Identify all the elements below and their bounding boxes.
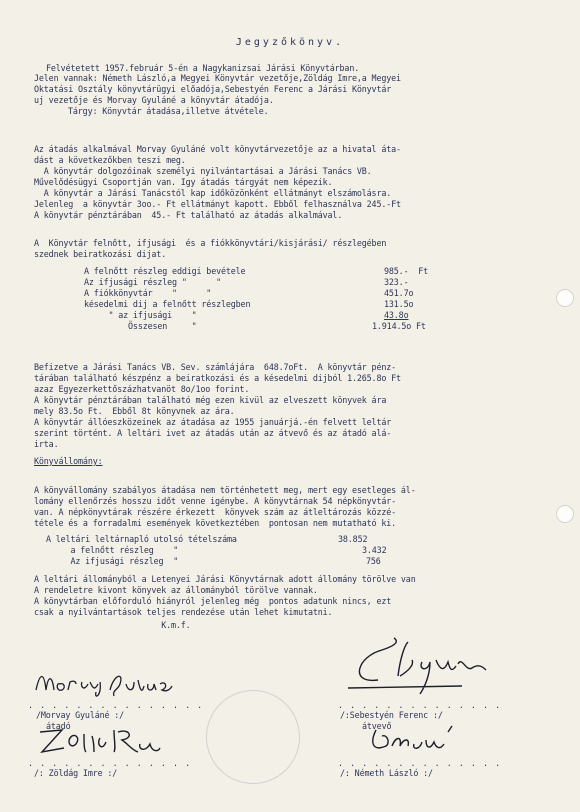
signature-dots: . . . . . . . . . . . . . .	[338, 700, 502, 710]
paragraph-line: A könyvállomány szabályos átadása nem történhetett meg, mert egy esetleges ál-	[34, 485, 416, 495]
signature-dots: . . . . . . . . . . . . . .	[28, 758, 192, 768]
paragraph-line: azaz Egyezerkettőszázhatvanöt 8o/1oo forint.	[34, 384, 250, 394]
paragraph-line: dást a következőkben teszi meg.	[34, 155, 186, 165]
paragraph-line: A leltári állományból a Letenyei Járási Könyvtárnak adott állomány törölve van	[34, 574, 416, 584]
paragraph-line: A könyvtár pénztárában található még ezen kivül az elveszett könyvek ára	[34, 395, 387, 405]
paragraph-line: lomány ellenőrzés hosszu időt venne igénybe. A könyvtárnak 54 népkönyvtár-	[34, 496, 397, 506]
punch-hole-bottom	[556, 505, 574, 523]
signature-morvay	[30, 666, 180, 700]
signatory-role-right-top: átvevő	[362, 721, 392, 731]
paragraph-line: szerint történt. A leltári ivet az átadás után az átvevő és az átadó alá-	[34, 428, 392, 438]
paragraph-line: A könyvtár állóeszközeinek az átadása az 1955 januárjá.-én felvett leltár	[34, 417, 392, 427]
stock-value: 3.432	[362, 545, 387, 555]
signatory-name-left-top: /Morvay Gyuláné :/	[36, 710, 125, 720]
kmf-line: K.m.f.	[34, 620, 191, 630]
paragraph-line: Jelenleg a könyvtár 3oo.- Ft ellátmányt kapott. Ebből felhasználva 245.-Ft	[34, 199, 401, 209]
section-heading: Könyvállomány:	[34, 456, 103, 466]
fee-label: " az ifjusági "	[84, 310, 197, 320]
fee-label: A felnőtt részleg eddigi bevétele	[84, 266, 246, 276]
document-title: Jegyzőkönyv.	[235, 37, 345, 48]
paragraph-line: A könyvtárban előforduló hiányról jelenleg még pontos adatunk nincs, ezt	[34, 596, 392, 606]
paragraph-line: Befizetve a Járási Tanács VB. Sev. számlájára 648.7oFt. A könyvtár pénz-	[34, 362, 397, 372]
stock-value: 38.852	[338, 534, 368, 544]
signature-dots: . . . . . . . . . . . . . .	[338, 758, 502, 768]
intro-line: Oktatási Osztály könyvtárügyi előadója,Sebestyén Ferenc a Járási Könyvtár	[34, 84, 392, 94]
paragraph-line: tétele és a forradalmi események következtében pontosan nem mutatható ki.	[34, 518, 397, 528]
fee-value: 131.5o	[384, 299, 414, 309]
paragraph-line: A könyvtár pénztárában 45.- Ft található az átadás alkalmával.	[34, 210, 343, 220]
fee-total-label: Összesen "	[84, 321, 197, 331]
intro-line: Jelen vannak: Németh László,a Megyei Könyvtár vezetője,Zöldág Imre,a Megyei	[34, 73, 401, 83]
stock-value: 756	[366, 556, 381, 566]
fee-label: Az ifjusági részleg " "	[84, 277, 221, 287]
paragraph-line: A rendeletre kivont könyvek az állományból törölve vannak.	[34, 585, 318, 595]
signatory-name-right-bottom: /: Németh László :/	[340, 768, 433, 778]
fee-value: 985.- Ft	[384, 266, 429, 276]
stock-label: Az ifjusági részleg "	[46, 556, 179, 566]
signatory-name-left-bottom: /: Zöldág Imre :/	[34, 768, 118, 778]
punch-hole-top	[556, 289, 574, 307]
paragraph-line: Művelődésügyi Csoportján van. Igy átadás tárgyát nem képezik.	[34, 177, 333, 187]
stock-label: a felnőtt részleg "	[46, 545, 179, 555]
signatory-role-left-top: átadó	[46, 721, 71, 731]
signatory-name-right-top: /:Sebestyén Ferenc :/	[340, 710, 443, 720]
signature-dots: . . . . . . . . . . . . . . .	[28, 700, 204, 710]
faint-stamp	[206, 690, 300, 784]
paragraph-line: A Könyvtár felnőtt, ifjusági és a fiókkönyvtári/kisjárási/ részlegében	[34, 238, 387, 248]
paragraph-line: A könyvtár a Járási Tanácstól kap időközönként ellátmányt elszámolásra.	[34, 188, 392, 198]
paragraph-line: van. A népkönyvtárak részére érkezett könyvek szám az átleltározás közzé-	[34, 507, 397, 517]
stock-label: A leltári leltárnapló utolsó tételszáma	[46, 534, 237, 544]
fee-value: 43.8o	[384, 310, 409, 320]
fee-value: 323.-	[384, 277, 409, 287]
signature-nemeth	[356, 722, 466, 758]
signature-sebestyen	[338, 636, 508, 700]
paragraph-line: A könyvtár dolgozóinak személyi nyilvántartásai a Járási Tanács VB.	[34, 166, 372, 176]
paragraph-line: szednek beiratkozási dijat.	[34, 249, 167, 259]
paragraph-line: csak a nyilvántartások teljes rendezése után lehet kimutatni.	[34, 607, 333, 617]
fee-value: 451.7o	[384, 288, 414, 298]
paragraph-line: irta.	[34, 439, 59, 449]
paragraph-line: tárában található készpénz a beiratkozási és a késedelmi dijból 1.265.8o Ft	[34, 373, 401, 383]
fee-label: A fiókkönyvtár " "	[84, 288, 212, 298]
intro-line: Felvétetett 1957.február 5-én a Nagykanizsai Járási Könyvtárban.	[46, 63, 360, 73]
intro-line: uj vezetője és Morvay Gyuláné a könyvtár átadója.	[34, 95, 274, 105]
fee-label: késedelmi dij a felnőtt részlegben	[84, 299, 251, 309]
paragraph-line: Az átadás alkalmával Morvay Gyuláné volt könyvtárvezetője az a hivatal áta-	[34, 144, 401, 154]
paragraph-line: mely 83.5o Ft. Ebből 8t könyvnek az ára.	[34, 406, 235, 416]
signature-zoldag	[34, 722, 164, 758]
fee-total-value: 1.914.5o Ft	[372, 321, 426, 331]
subject-line: Tárgy: Könyvtár átadása,illetve átvétele.	[68, 106, 269, 116]
